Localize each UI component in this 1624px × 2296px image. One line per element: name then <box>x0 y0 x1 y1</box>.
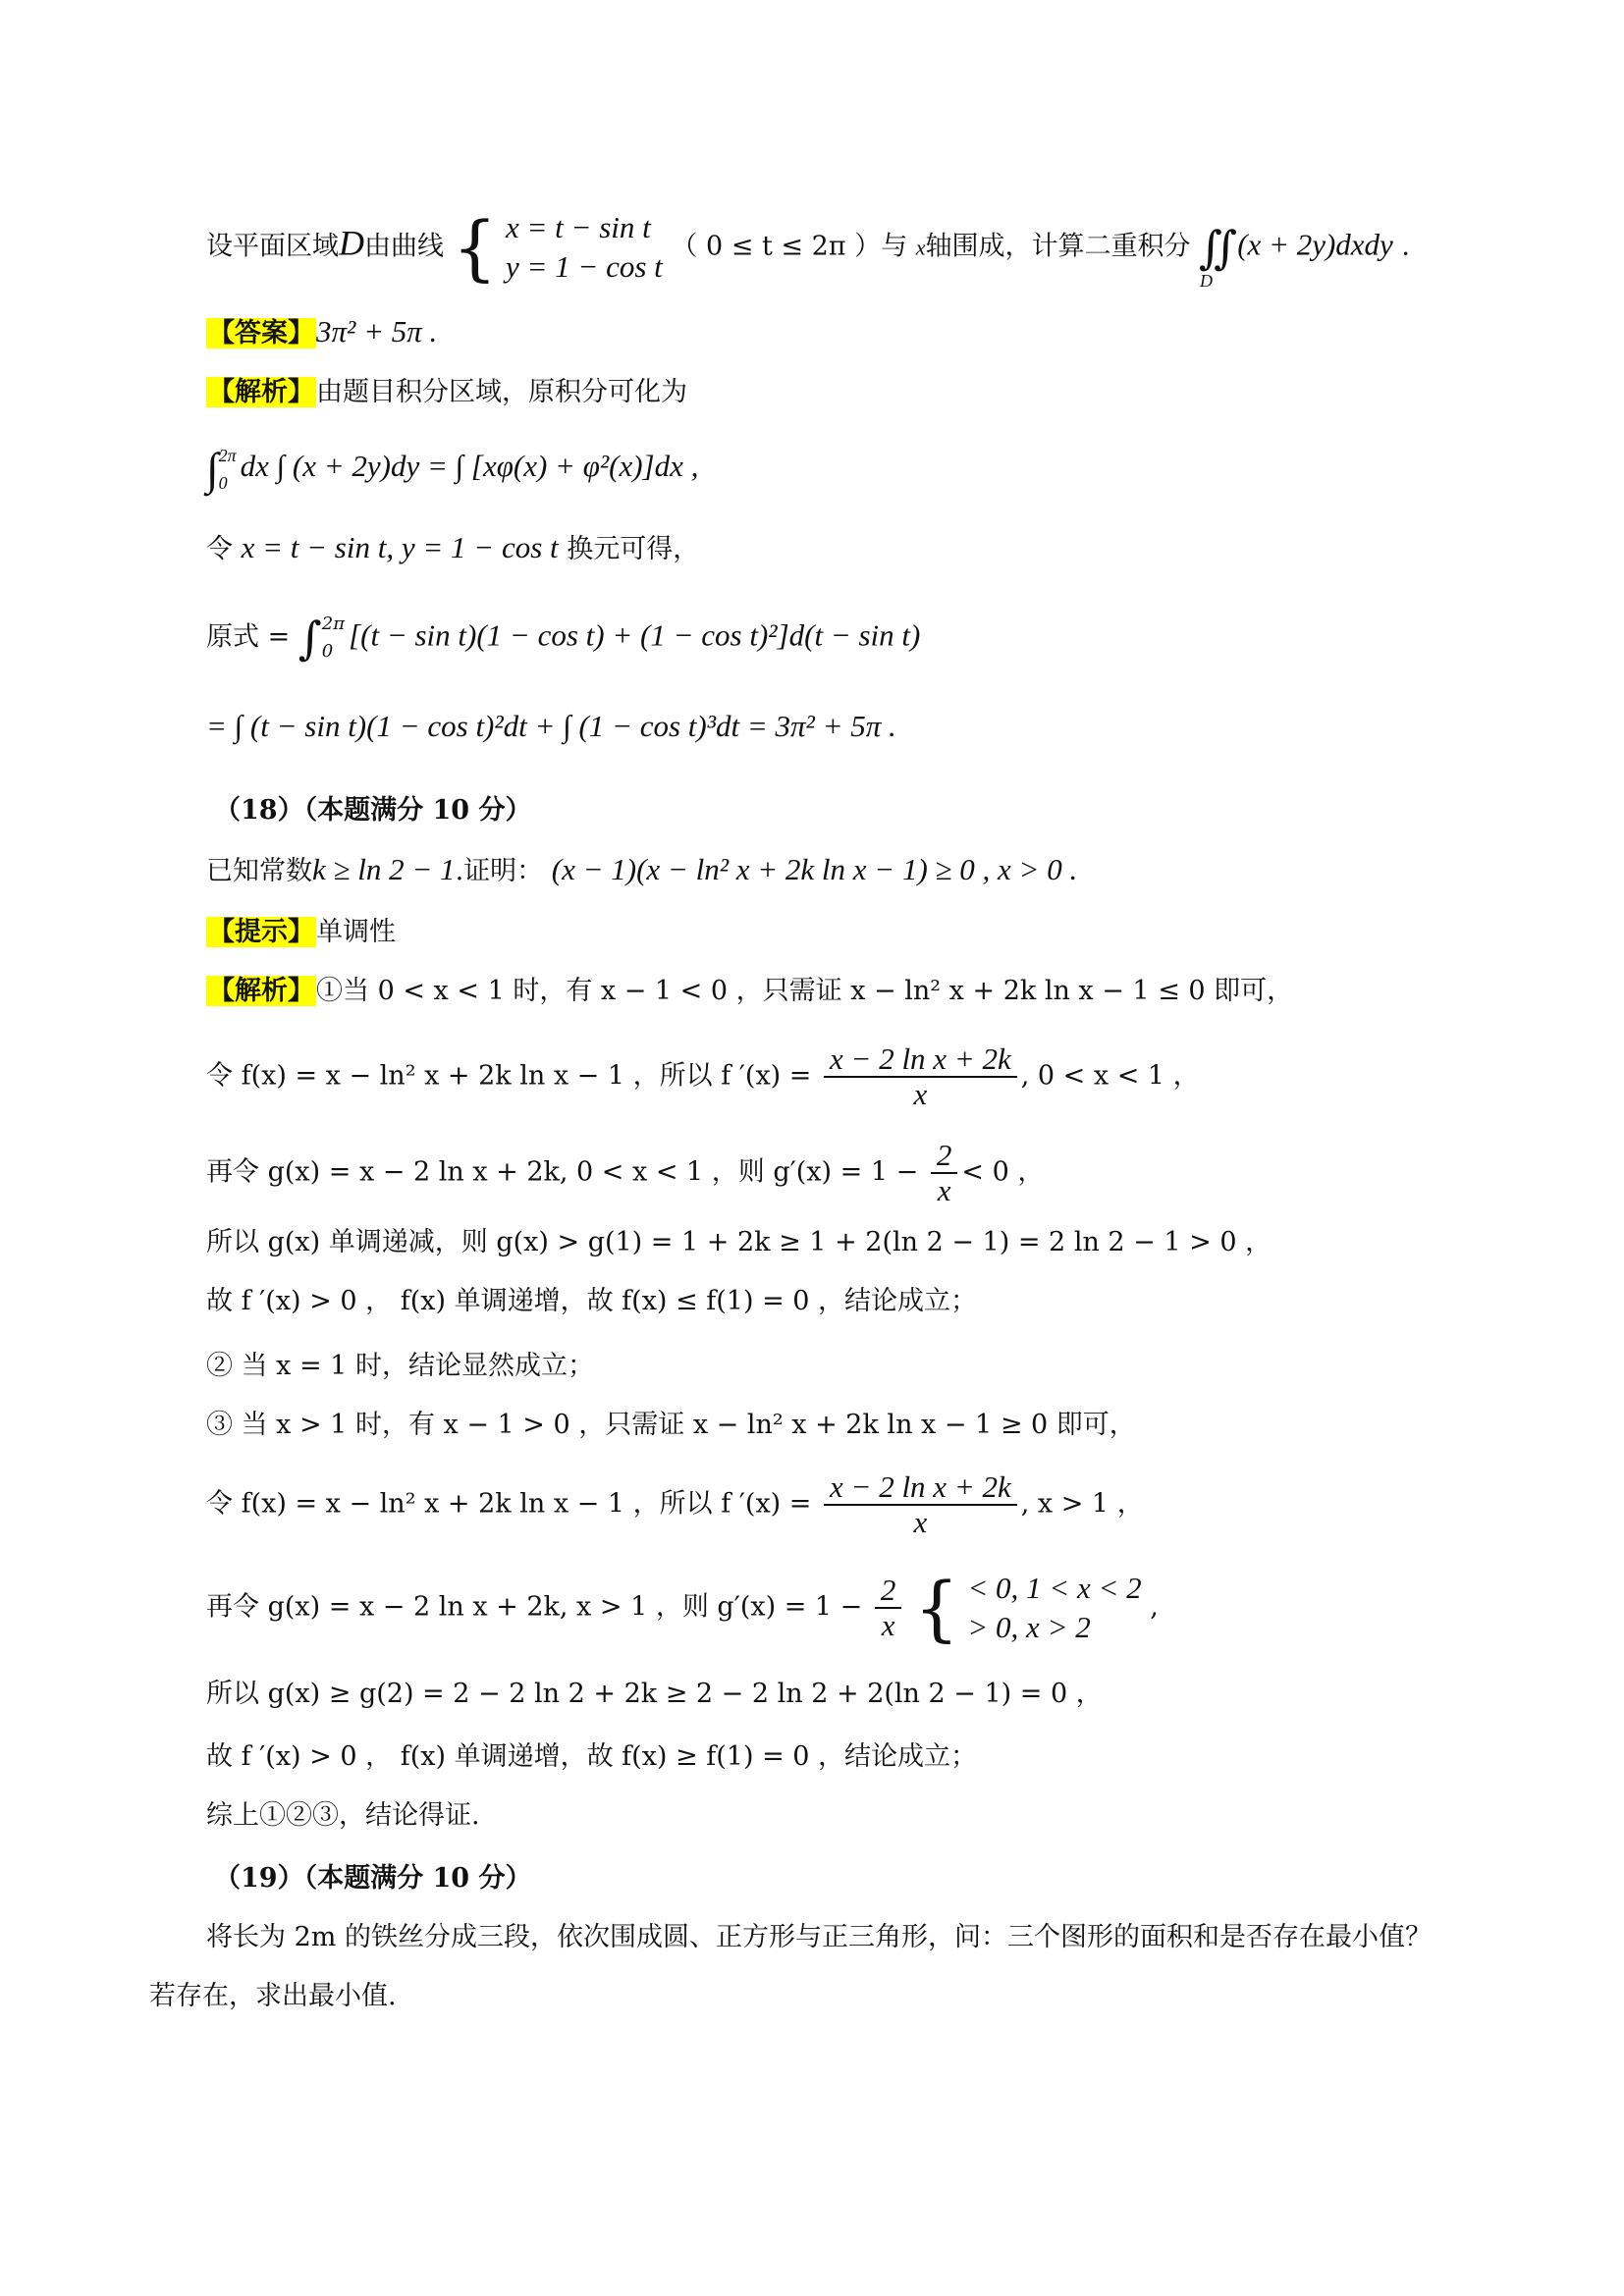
param-range: （ 0 ≤ t ≤ 2π ）与 <box>671 231 908 262</box>
double-integral-sign: ∬ <box>1199 221 1238 274</box>
p18-text: < 0 ， <box>961 1156 1045 1188</box>
analysis-tag: 【解析】 <box>208 377 314 407</box>
step4-math: = ∫ (t − sin t)(1 − cos t)²dt + ∫ (1 − cos t)³dt = 3π² + 5π . <box>206 709 896 743</box>
stem-text-2: 由曲线 <box>364 231 444 262</box>
double-integral: (x + 2y)dxdy <box>1237 227 1393 262</box>
p18-line-7: ③ 当 x > 1 时，有 x − 1 > 0 ，只需证 x − ln² x + 2k ln x − 1 ≥ 0 即可， <box>206 1410 1136 1440</box>
stem-text: 设平面区域 <box>206 231 339 262</box>
step3-math: [(t − sin t)(1 − cos t) + (1 − cos t)²]d(t − sin t) <box>349 617 921 653</box>
p18-text: 再令 g(x) = x − 2 ln x + 2k, 0 < x < 1 ，则 g′(x) = 1 − <box>206 1156 919 1188</box>
problem18-statement <box>206 850 1077 891</box>
step2-math: x = t − sin t, y = 1 − cos t <box>241 530 559 564</box>
step1 <box>206 442 698 497</box>
p18-line-11: 故 f ′(x) > 0 ， f(x) 单调递增，故 f(x) ≥ f(1) = 0 ，结论成立； <box>206 1741 978 1772</box>
p18-text: ①当 0 < x < 1 时，有 x − 1 < 0 ，只需证 x − ln² x + 2k ln x − 1 ≤ 0 即可， <box>316 976 1294 1006</box>
axis-x: x <box>915 235 926 260</box>
param-equations <box>506 208 663 287</box>
step1-expr: dx ∫ (x + 2y)dy = ∫ [xφ(x) + φ²(x)]dx , <box>240 449 699 484</box>
p18-line-1 <box>206 972 1293 1011</box>
p18-line-3 <box>206 1139 1044 1207</box>
p18-line-8 <box>206 1470 1144 1539</box>
p18-text: 再令 g(x) = x − 2 ln x + 2k, x > 1 ，则 g′(x) = 1 − <box>206 1591 863 1623</box>
statement-math: (x − 1)(x − ln² x + 2k ln x − 1) ≥ 0 , x > 0 . <box>551 852 1078 886</box>
eq-y: y = 1 − cos t <box>506 249 663 284</box>
step3-prefix: 原式 = <box>206 621 291 653</box>
p18-text: 令 f(x) = x − ln² x + 2k ln x − 1 ，所以 f ′(x) = <box>206 1060 812 1092</box>
integral-subscript: D <box>1200 271 1213 291</box>
hint-line <box>206 913 396 952</box>
eq-x: x = t − sin t <box>506 210 651 244</box>
p18-text: 令 f(x) = x − ln² x + 2k ln x − 1 ，所以 f ′(x) = <box>206 1488 812 1520</box>
p18-line-4: 所以 g(x) 单调递减，则 g(x) > g(1) = 1 + 2k ≥ 1 + 2(ln 2 − 1) = 2 ln 2 − 1 > 0 ， <box>206 1227 1272 1257</box>
p18-line-10: 所以 g(x) ≥ g(2) = 2 − 2 ln 2 + 2k ≥ 2 − 2 ln 2 + 2(ln 2 − 1) = 0 ， <box>206 1679 1103 1709</box>
fraction: $\frac{\text{x − 2 ln x + 2k}}{x}$ <box>824 1042 1017 1111</box>
left-brace: { <box>452 206 498 289</box>
statement-cond: k ≥ ln 2 − 1 <box>312 852 456 886</box>
problem18-heading: （18）（本题满分 10 分） <box>214 795 532 826</box>
hint-tag: 【提示】 <box>208 917 314 947</box>
region-symbol: D <box>339 223 364 263</box>
problem19-text-1: 将长为 2m 的铁丝分成三段，依次围成圆、正方形与正三角形，问：三个图形的面积和是否存在最小值？ <box>206 1922 1432 1952</box>
step2-suffix: 换元可得， <box>567 534 700 564</box>
problem17-stem: 设平面区域D由曲线 { x = t − sin t y = 1 − cos t （ 0 ≤ t ≤ 2π ）与 x轴围成，计算二重积分 ∬(x + 2y)dxdy . <box>206 206 1410 289</box>
limits-a: 2π 0 <box>218 446 237 493</box>
step2 <box>206 528 699 569</box>
p18-line-6: ② 当 x = 1 时，结论显然成立； <box>206 1351 594 1381</box>
fraction: $\frac{2}{x}$ <box>931 1139 958 1207</box>
analysis-intro: 由题目积分区域，原积分可化为 <box>316 377 687 407</box>
hint-text: 单调性 <box>316 917 396 947</box>
answer-value: 3π² + 5π . <box>316 314 438 348</box>
statement-prefix: 已知常数 <box>206 856 312 886</box>
problem19-text-2: 若存在，求出最小值. <box>149 1981 397 2011</box>
p18-line-2 <box>206 1042 1200 1111</box>
answer-line <box>206 312 437 353</box>
fraction: $\frac{\text{x − 2 ln x + 2k}}{x}$ <box>824 1470 1017 1539</box>
cases: < 0, 1 < x < 2 > 0, x > 2 <box>967 1571 1142 1644</box>
step2-prefix: 令 <box>206 534 233 564</box>
fraction: $\frac{2}{x}$ <box>875 1574 902 1642</box>
p18-line-12: 综上①②③，结论得证. <box>206 1800 480 1831</box>
problem19-heading: （19）（本题满分 10 分） <box>214 1863 532 1894</box>
p18-text: , x > 1 ， <box>1020 1488 1144 1520</box>
answer-tag: 【答案】 <box>208 318 314 348</box>
integral-sign: ∫ <box>206 444 219 494</box>
left-brace: { <box>913 1567 959 1649</box>
p18-line-9: 再令 g(x) = x − 2 ln x + 2k, x > 1 ，则 g′(x) = 1 − $\frac{2}{x}$ { < 0, 1 < x < 2 > 0, x > 2 , <box>206 1567 1159 1649</box>
statement-mid: .证明： <box>455 856 544 886</box>
stem-suffix: 轴围成，计算二重积分 <box>925 231 1191 262</box>
p18-text: , 0 < x < 1 ， <box>1020 1060 1200 1092</box>
analysis-tag: 【解析】 <box>208 976 314 1006</box>
integral-sign: ∫ <box>298 612 322 665</box>
limits: 2π 0 <box>321 614 346 662</box>
analysis-intro-line <box>206 373 687 412</box>
step3 <box>206 611 920 666</box>
p18-line-5: 故 f ′(x) > 0 ， f(x) 单调递增，故 f(x) ≤ f(1) = 0 ，结论成立； <box>206 1286 978 1316</box>
step4 <box>206 707 896 746</box>
